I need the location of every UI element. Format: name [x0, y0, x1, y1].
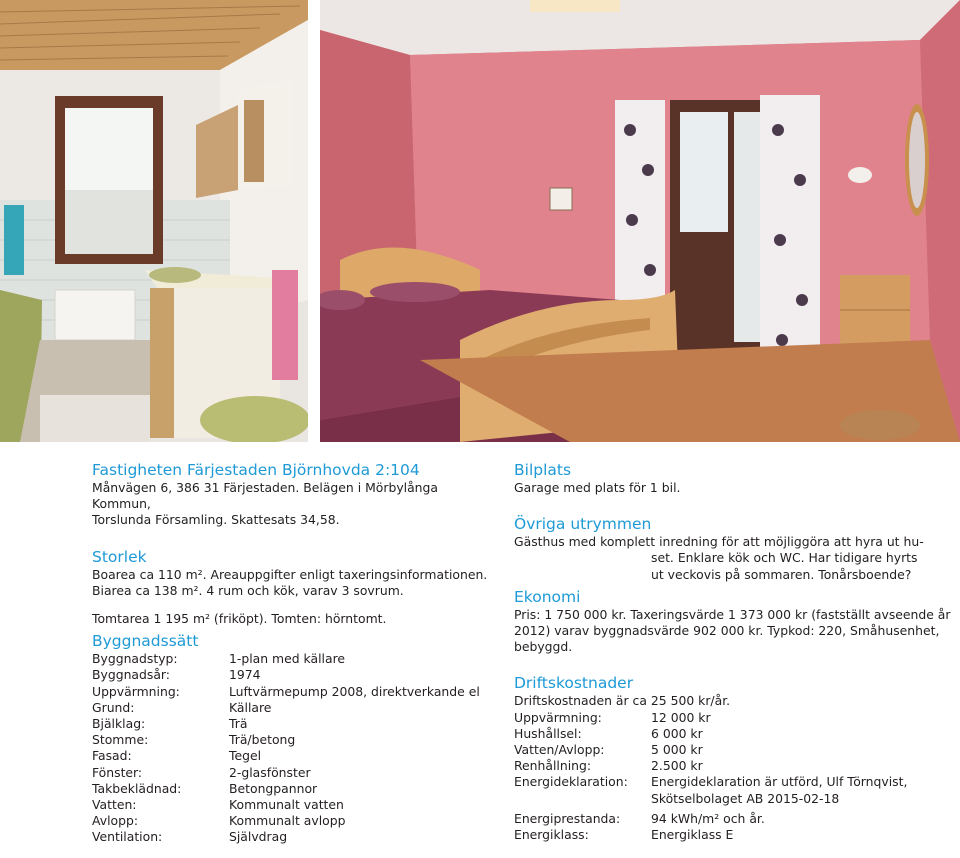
building-value: 1974: [229, 667, 261, 683]
parking-text: Garage med plats för 1 bil.: [514, 480, 681, 495]
building-key: Bjälklag:: [92, 716, 146, 732]
building-value: Självdrag: [229, 829, 288, 845]
operating-costs-heading: Driftskostnader: [514, 674, 634, 693]
energy-declaration-value-2: Skötselbolaget AB 2015-02-18: [651, 790, 840, 806]
building-key: Ventilation:: [92, 829, 163, 845]
size-line-2: Biarea ca 138 m². 4 rum och kök, varav 3 sovrum.: [92, 582, 404, 598]
operating-costs-intro: Driftskostnaden är ca 25 500 kr/år.: [514, 693, 731, 709]
building-value: Tegel: [229, 748, 262, 764]
building-row: [92, 829, 492, 845]
bathroom-photo: [0, 0, 308, 442]
building-key: Byggnadsår:: [92, 667, 170, 683]
other-spaces-line-1: Gästhus med komplett inredning för att möjliggöra att hyra ut hu-: [514, 534, 924, 550]
building-value: Kommunalt avlopp: [229, 813, 346, 829]
energy-performance-key: Energiprestanda:: [514, 810, 621, 826]
building-row: [92, 813, 492, 829]
building-value: 2-glasfönster: [229, 764, 311, 780]
cost-row: [514, 726, 954, 742]
building-key: Byggnadstyp:: [92, 651, 178, 667]
energy-performance-row: [514, 811, 954, 827]
left-column: [92, 460, 492, 846]
energy-class-row: [514, 827, 954, 843]
cost-value: 2.500 kr: [651, 758, 703, 774]
energy-performance-value: 94 kWh/m² och år.: [651, 810, 765, 826]
economy-line-3: bebyggd.: [514, 639, 573, 655]
building-value: Betongpannor: [229, 780, 318, 796]
energy-declaration-key: Energideklaration:: [514, 774, 628, 790]
building-key: Vatten:: [92, 797, 137, 813]
cost-key: Renhållning:: [514, 758, 592, 774]
address-line-2: Torslunda Församling. Skattesats 34,58.: [92, 512, 340, 528]
building-row: [92, 684, 492, 700]
cost-key: Vatten/Avlopp:: [514, 742, 605, 758]
bedroom-photo: [320, 0, 960, 442]
building-row: [92, 651, 492, 667]
building-row: [92, 716, 492, 732]
building-row: [92, 781, 492, 797]
cost-key: Hushållsel:: [514, 725, 582, 741]
building-key: Fönster:: [92, 764, 143, 780]
economy-line-1: Pris: 1 750 000 kr. Taxeringsvärde 1 373 000 kr (fastställt avseende år: [514, 606, 951, 622]
building-row: [92, 732, 492, 748]
cost-value: 12 000 kr: [651, 709, 711, 725]
building-key: Takbeklädnad:: [92, 780, 182, 796]
building-row: [92, 700, 492, 716]
cost-row: [514, 742, 954, 758]
building-value: Källare: [229, 699, 272, 715]
economy-heading: Ekonomi: [514, 587, 581, 606]
cost-row: [514, 758, 954, 774]
building-row: [92, 765, 492, 781]
energy-class-key: Energiklass:: [514, 827, 589, 843]
building-key: Avlopp:: [92, 813, 139, 829]
building-value: Trä: [229, 716, 248, 732]
size-heading: Storlek: [92, 547, 147, 566]
building-row: [92, 748, 492, 764]
building-value: 1-plan med källare: [229, 651, 346, 667]
property-title: Fastigheten Färjestaden Björnhovda 2:104: [92, 461, 420, 479]
energy-declaration-row: [514, 774, 954, 790]
economy-line-2: 2012) varav byggnadsvärde 902 000 kr. Typkod: 220, Småhusenhet,: [514, 623, 940, 639]
cost-value: 6 000 kr: [651, 725, 703, 741]
building-value: Kommunalt vatten: [229, 797, 344, 813]
building-key: Stomme:: [92, 732, 149, 748]
energy-declaration-value-1: Energideklaration är utförd, Ulf Törnqvist,: [651, 774, 908, 790]
building-heading: Byggnadssätt: [92, 632, 199, 651]
building-key: Uppvärmning:: [92, 683, 180, 699]
other-spaces-line-3: ut veckovis på sommaren. Tonårsboende?: [651, 566, 912, 582]
cost-value: 5 000 kr: [651, 742, 703, 758]
address-line-1: Månvägen 6, 386 31 Färjestaden. Belägen i Mörbylånga Kommun,: [92, 480, 438, 512]
building-value: Luftvärmepump 2008, direktverkande el: [229, 683, 480, 699]
cost-row: [514, 710, 954, 726]
right-column: [514, 460, 954, 843]
building-details: [92, 651, 492, 845]
building-key: Fasad:: [92, 748, 132, 764]
building-row: [92, 667, 492, 683]
building-value: Trä/betong: [229, 732, 296, 748]
size-line-1: Boarea ca 110 m². Areauppgifter enligt taxeringsinformationen.: [92, 566, 488, 582]
cost-key: Uppvärmning:: [514, 709, 602, 725]
energy-class-value: Energiklass E: [651, 827, 734, 843]
other-spaces-line-2: set. Enklare kök och WC. Har tidigare hyrts: [651, 550, 918, 566]
building-key: Grund:: [92, 699, 135, 715]
building-row: [92, 797, 492, 813]
plot-info: Tomtarea 1 195 m² (friköpt). Tomten: hörntomt.: [92, 611, 387, 627]
parking-heading: Bilplats: [514, 461, 572, 479]
other-spaces-heading: Övriga utrymmen: [514, 515, 652, 534]
